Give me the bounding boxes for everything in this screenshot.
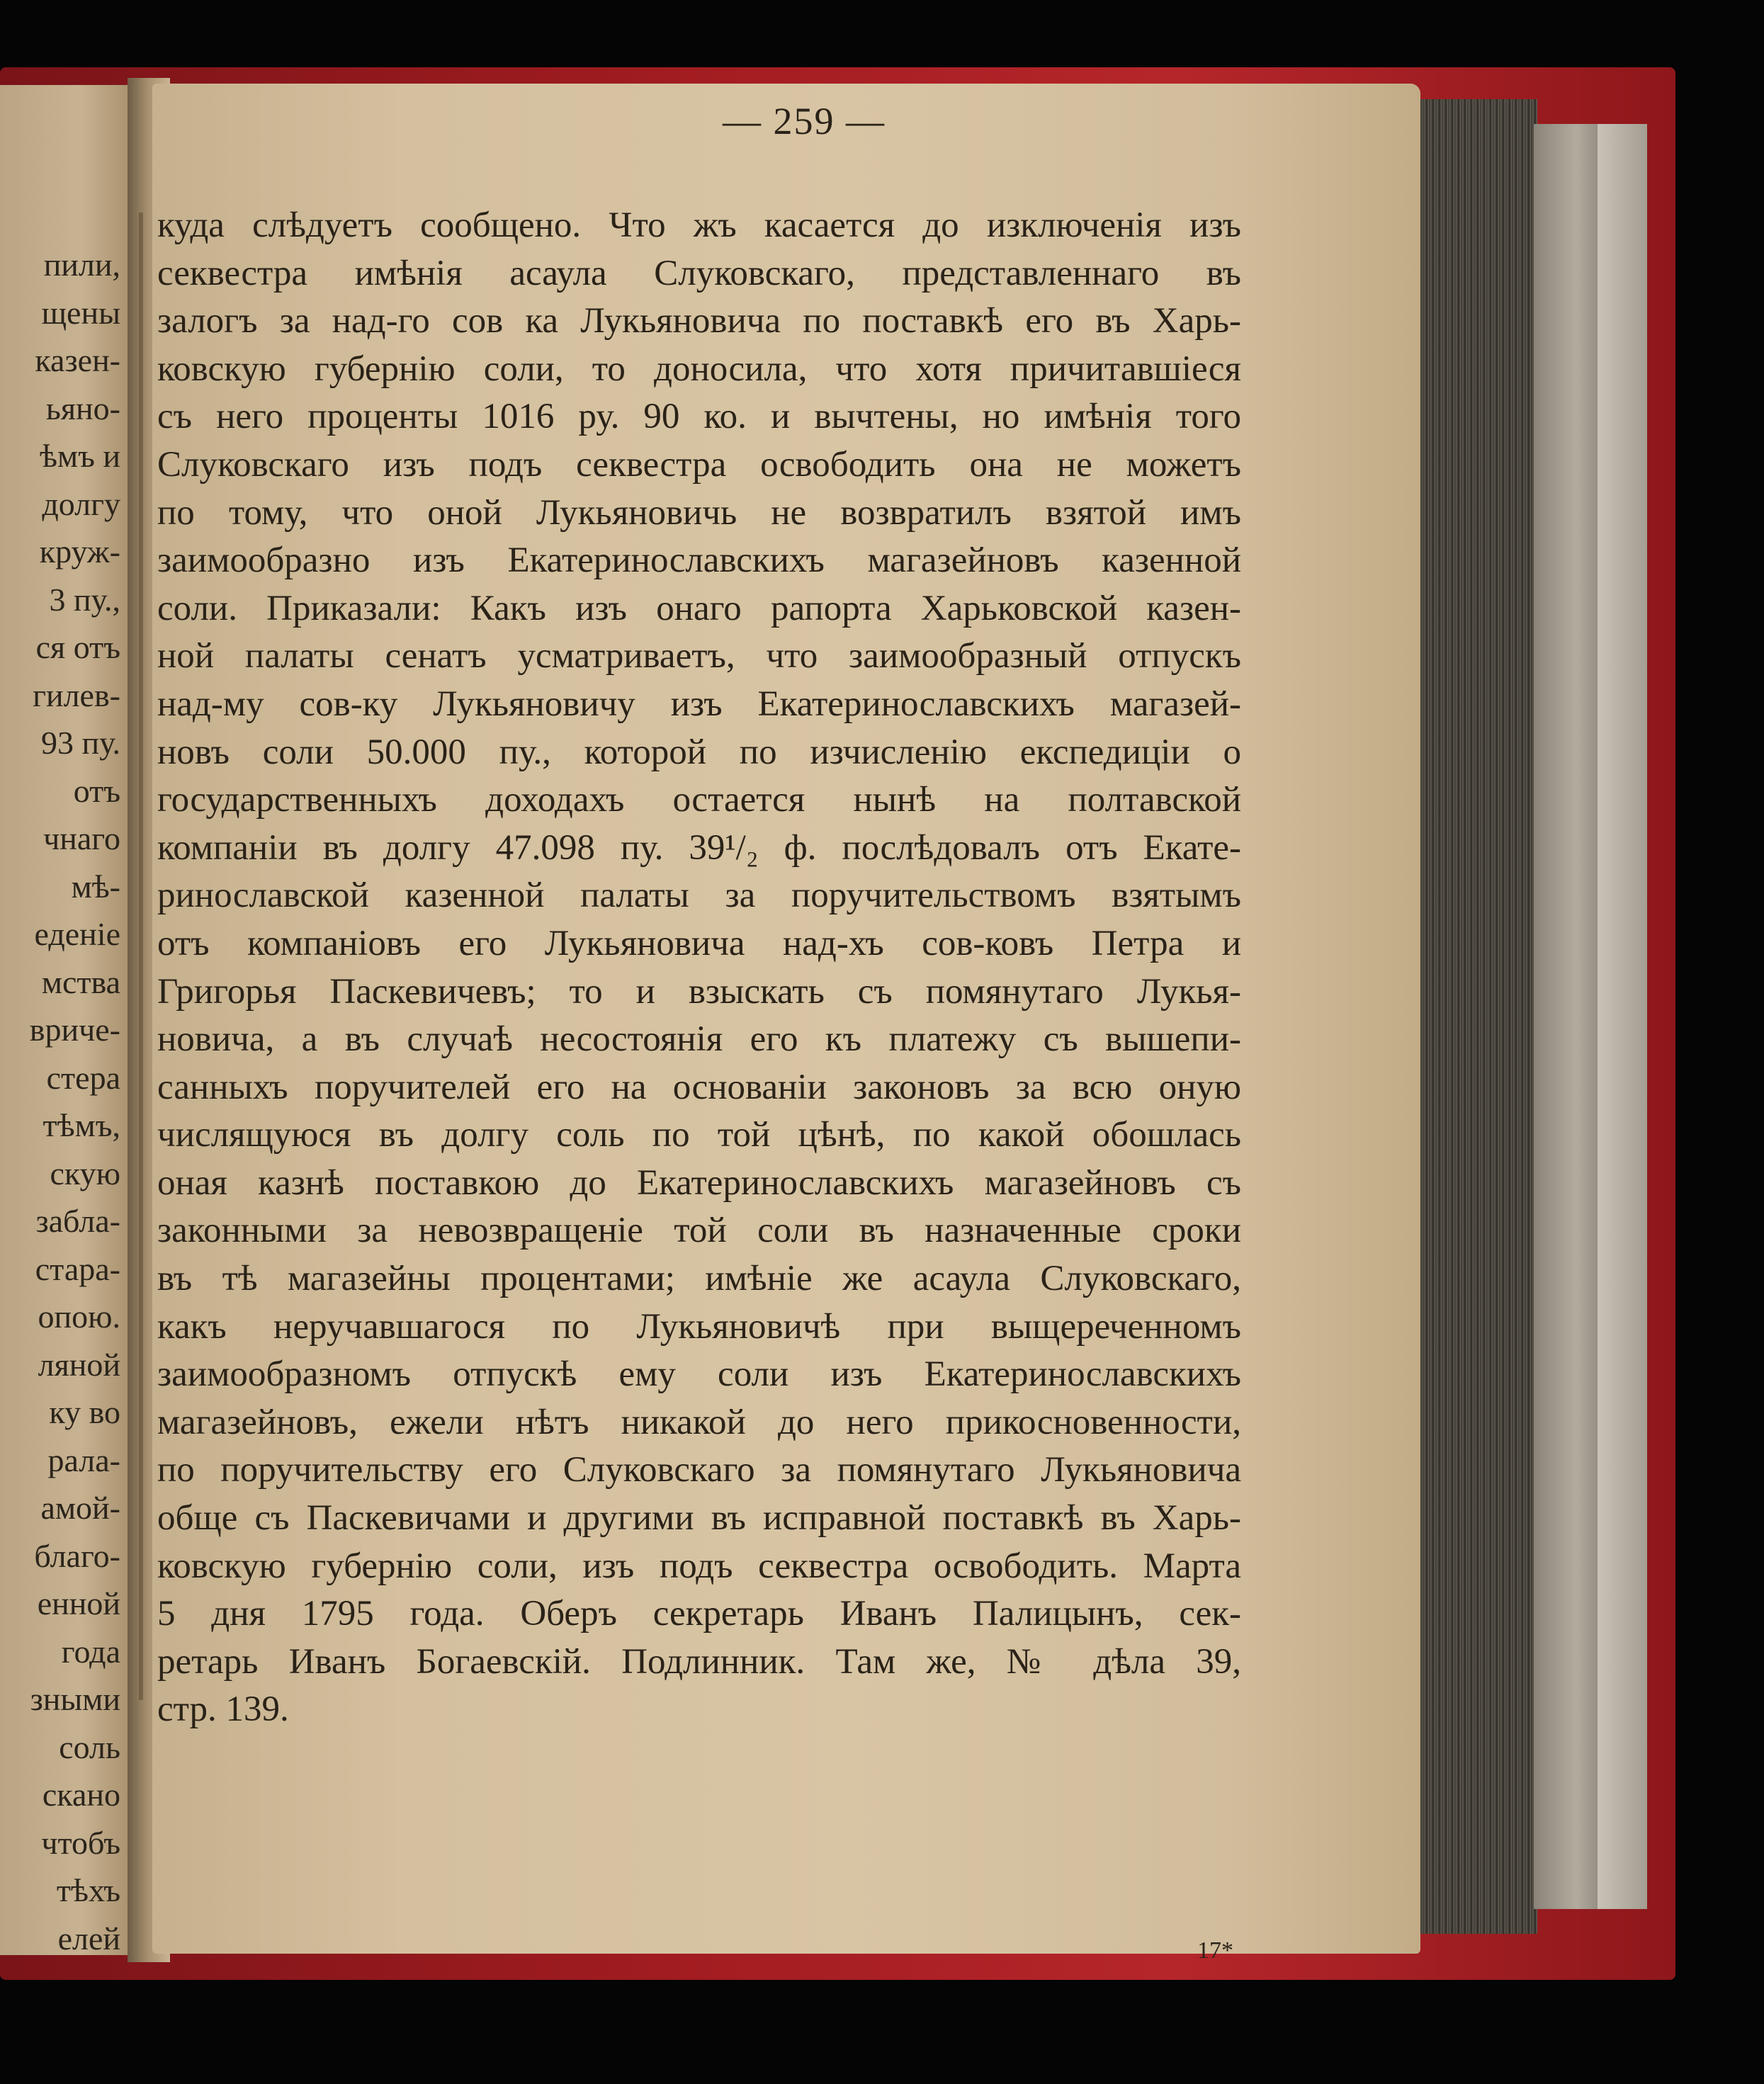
left-page-line: мства [41,963,120,1000]
text-line: заимообразно изъ Екатеринославскихъ магазейновъ казенной [157,540,1241,581]
text-line: государственныхъ доходахъ остается нынѣ на полтавской [157,780,1241,820]
left-page-line: елей [57,1920,120,1955]
text-line: по поручительству его Слуковскаго за помянутаго Лукьяновича [157,1450,1241,1490]
left-page-line: пили, [43,247,120,283]
text-line: въ тѣ магазейны процентами; имѣніе же асаула Слуковскаго, [157,1259,1241,1299]
text-line: ковскую губернію соли, то доносила, что хотя причитавшіеся [157,349,1241,389]
left-page-line: еденіе [34,916,120,952]
text-line: обще съ Паскевичами и другими въ исправной поставкѣ въ Харь- [157,1498,1241,1539]
left-page-line: ѣмъ и [40,438,120,474]
left-page-line: стара- [35,1250,120,1287]
text-line: ринославской казенной палаты за поручительствомъ взятымъ [157,876,1241,916]
text-line: санныхъ поручителей его на основаніи законовъ за всю оную [157,1067,1241,1107]
left-page-line: благо- [34,1537,120,1574]
page-edges [1410,99,1537,1934]
left-page-line: 93 пу. [40,725,120,761]
left-page-line: енной [37,1585,120,1621]
text-line: ретарь Иванъ Богаевскій. Подлинник. Там же, № дѣла 39, [157,1641,1241,1682]
left-page-line: опою. [38,1298,120,1335]
text-line: соли. Приказали: Какъ изъ онаго рапорта Харьковской казен- [157,588,1241,628]
text-line: новича, а въ случаѣ несостоянія его къ платежу съ вышепи- [157,1019,1241,1060]
text-line: компаніи въ долгу 47.098 пу. 39¹/₂ ф. послѣдовалъ отъ Екате- [157,827,1241,868]
left-page-line: долгу [42,485,120,522]
left-page-line: круж- [39,533,120,570]
left-page-line: ку во [49,1394,120,1430]
left-page-line: года [61,1633,120,1670]
text-line: съ него проценты 1016 ру. 90 ко. и вычтены, но имѣнія того [157,397,1241,437]
left-page-line: чнаго [43,820,120,856]
text-line: Слуковскаго изъ подъ секвестра освободить она не можетъ [157,444,1241,485]
text-line: куда слѣдуетъ сообщено. Что жъ касается до изключенія изъ [157,205,1241,245]
left-page-line: скано [42,1777,120,1813]
left-page-line: мѣ- [71,868,120,905]
text-line: секвестра имѣнія асаула Слуковскаго, представленнаго въ [157,253,1241,293]
text-line: какъ неручавшагося по Лукьяновичѣ при выщереченномъ [157,1306,1241,1347]
left-page-line: забла- [35,1203,120,1239]
text-line: Григорья Паскевичевъ; то и взыскать съ помянутаго Лукья- [157,971,1241,1012]
left-page-line: зными [30,1681,120,1717]
left-page-line: казен- [35,342,120,378]
text-line: по тому, что оной Лукьяновичь не возвратилъ взятой имъ [157,492,1241,533]
left-page-line: рала- [47,1442,120,1478]
text-line: отъ компаніовъ его Лукьяновича над-хъ сов-ковъ Петра и [157,923,1241,963]
cover-edge [1598,124,1647,1909]
left-page-line: амой- [40,1490,120,1526]
left-page-line: тѣмъ, [43,1107,120,1143]
text-line: новъ соли 50.000 пу., которой по изчисленію експедиціи о [157,732,1241,772]
text-line: законными за невозвращеніе той соли въ назначенные сроки [157,1211,1241,1251]
margin-pencil-mark [139,213,143,1700]
text-line: залогъ за над-го сов ка Лукьяновича по поставкѣ его въ Харь- [157,301,1241,341]
left-page-line: щены [41,294,120,331]
text-line: ковскую губернію соли, изъ подъ секвестра освободить. Марта [157,1546,1241,1586]
text-line: ной палаты сенатъ усматриваетъ, что заимообразный отпускъ [157,636,1241,676]
left-page-line: чтобъ [41,1824,120,1861]
page-edges-outer [1534,124,1605,1909]
left-page-line: ся отъ [35,629,120,665]
left-page-line: вриче- [29,1012,120,1048]
text-line: 5 дня 1795 года. Оберъ секретарь Иванъ Палицынъ, сек- [157,1594,1241,1634]
signature-mark: 17* [1197,1937,1233,1964]
left-page-line: отъ [73,772,120,809]
left-page-line: стера [46,1059,120,1096]
page-body-text [157,202,1241,1734]
text-line: заимообразномъ отпускѣ ему соли изъ Екатеринославскихъ [157,1354,1241,1395]
text-line: оная казнѣ поставкою до Екатеринославскихъ магазейновъ съ [157,1162,1241,1203]
text-line: магазейновъ, ежели нѣтъ никакой до него прикосновенности, [157,1402,1241,1442]
left-page-line: скую [50,1155,120,1191]
text-line: над-му сов-ку Лукьяновичу изъ Екатеринославскихъ магазей- [157,684,1241,724]
text-line: стр. 139. [157,1689,289,1730]
left-page [0,85,135,1955]
left-page-line: ляной [38,1346,120,1383]
left-page-line: тѣхъ [56,1872,120,1908]
left-page-line: ьяно- [45,390,120,426]
left-page-line: 3 пу., [49,581,120,618]
text-line: числящуюся въ долгу соль по той цѣнѣ, по какой обошлась [157,1115,1241,1155]
left-page-text [30,241,120,1955]
left-page-line: гилев- [33,676,120,713]
page-number-header: — 259 — [723,100,886,142]
left-page-line: соль [59,1728,120,1765]
